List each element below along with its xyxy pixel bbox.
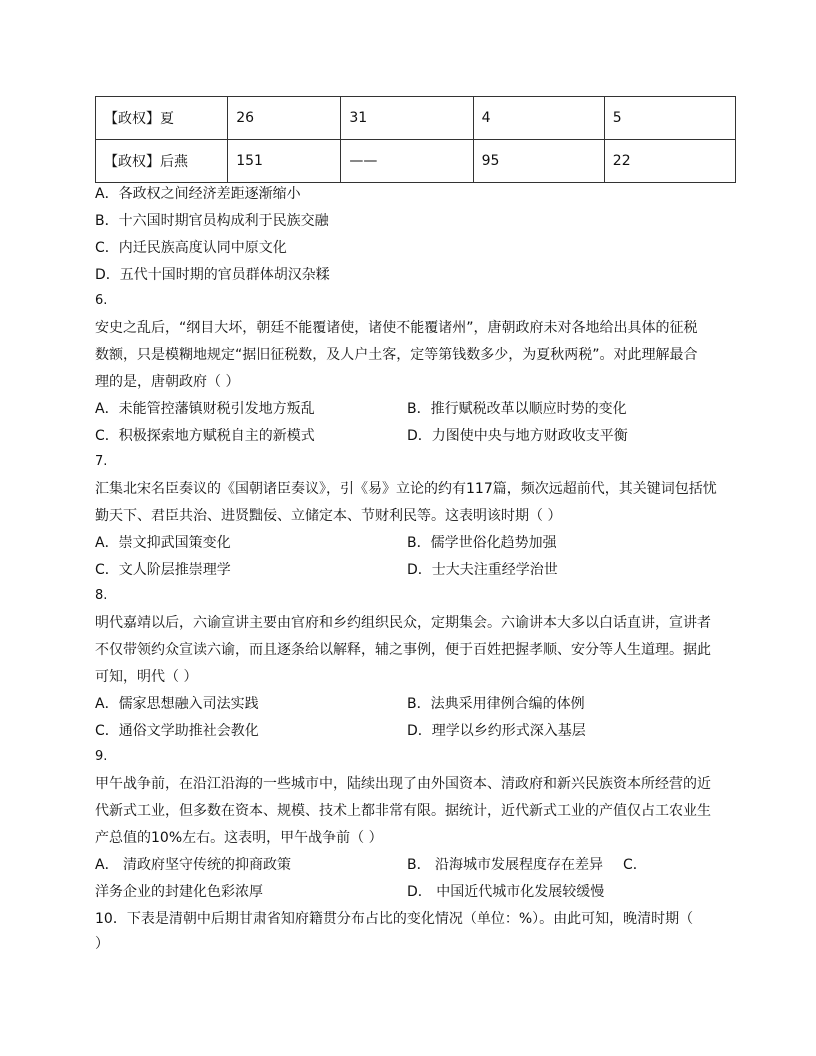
q8-number: 8. [95,588,108,603]
table-row [96,97,736,140]
q8-option-a: A．儒家思想融入司法实践 [95,696,259,712]
q10-stem-line: 10．下表是清朝中后期甘肃省知府籍贯分布占比的变化情况（单位：%）。由此可知，晚清时期（ [95,911,694,927]
q8-option-d: D．理学以乡约形式深入基层 [407,723,586,739]
q6-option-b: B．推行赋税改革以顺应时势的变化 [407,401,627,417]
q7-stem-line: 汇集北宋名臣奏议的《国朝诸臣奏议》，引《易》立论的约有117篇，频次远超前代，其关键词包括忧 [95,481,717,497]
q7-number: 7. [95,454,108,469]
table-cell: 【政权】后燕 [96,140,228,183]
table-cell: 5 [604,97,735,140]
q9-option-c-text: 洋务企业的封建化色彩浓厚 [95,884,263,900]
q5-option-c: C．内迁民族高度认同中原文化 [95,240,287,256]
q6-stem-line: 安史之乱后，“纲目大坏，朝廷不能覆诸使，诸使不能覆诸州”，唐朝政府未对各地给出具体的征税 [95,320,698,336]
q6-option-c: C．积极探索地方赋税自主的新模式 [95,428,315,444]
table-cell: 95 [473,140,604,183]
q5-option-d: D．五代十国时期的官员群体胡汉杂糅 [95,267,330,283]
q9-stem-line: 代新式工业，但多数在资本、规模、技术上都非常有限。据统计，近代新式工业的产值仅占工农业生 [95,803,711,819]
q10-stem-line: ） [95,936,109,952]
q6-stem-line: 数额，只是模糊地规定“据旧征税数，及人户土客，定等第钱数多少，为夏秋两税”。对此理解最合 [95,347,698,363]
table-cell: 【政权】夏 [96,97,228,140]
q7-stem-line: 勤天下、君臣共治、进贤黜佞、立储定本、节财利民等。这表明该时期（ ） [95,508,562,524]
q7-option-b: B．儒学世俗化趋势加强 [407,535,557,551]
q6-option-d: D．力图使中央与地方财政收支平衡 [407,428,628,444]
q8-stem-line: 可知，明代（ ） [95,669,198,685]
regime-table [95,96,736,183]
q9-stem-line: 产总值的10%左右。这表明，甲午战争前（ ） [95,830,383,846]
q6-stem-line: 理的是，唐朝政府（ ） [95,374,240,390]
q5-option-a: A．各政权之间经济差距逐渐缩小 [95,186,301,202]
table-cell: 22 [604,140,735,183]
table-cell: 31 [341,97,473,140]
q8-option-c: C．通俗文学助推社会教化 [95,723,259,739]
table-cell: —— [341,140,473,183]
q7-option-d: D．士大夫注重经学治世 [407,562,558,578]
q7-option-c: C．文人阶层推崇理学 [95,562,231,578]
q8-stem-line: 明代嘉靖以后，六谕宣讲主要由官府和乡约组织民众，定期集会。六谕讲本大多以白话直讲，宣讲者 [95,615,711,631]
q9-option-a: A． 清政府坚守传统的抑商政策 [95,857,292,873]
q9-option-c-label: C． [623,857,647,873]
q6-option-a: A．未能管控藩镇财税引发地方叛乱 [95,401,315,417]
q8-option-b: B．法典采用律例合编的体例 [407,696,585,712]
q9-stem-line: 甲午战争前，在沿江沿海的一些城市中，陆续出现了由外国资本、清政府和新兴民族资本所经营的近 [95,776,711,792]
q9-option-d: D． 中国近代城市化发展较缓慢 [407,884,605,900]
q8-stem-line: 不仅带领约众宣读六谕，而且逐条给以解释，辅之事例，便于百姓把握孝顺、安分等人生道理。据此 [95,642,711,658]
q6-number: 6. [95,293,108,308]
q9-option-b: B． 沿海城市发展程度存在差异 [407,857,604,873]
table-cell: 26 [228,97,341,140]
q5-option-b: B．十六国时期官员构成利于民族交融 [95,213,329,229]
q7-option-a: A．崇文抑武国策变化 [95,535,231,551]
table-cell: 4 [473,97,604,140]
table-row [96,140,736,183]
table-cell: 151 [228,140,341,183]
q9-number: 9. [95,749,108,764]
